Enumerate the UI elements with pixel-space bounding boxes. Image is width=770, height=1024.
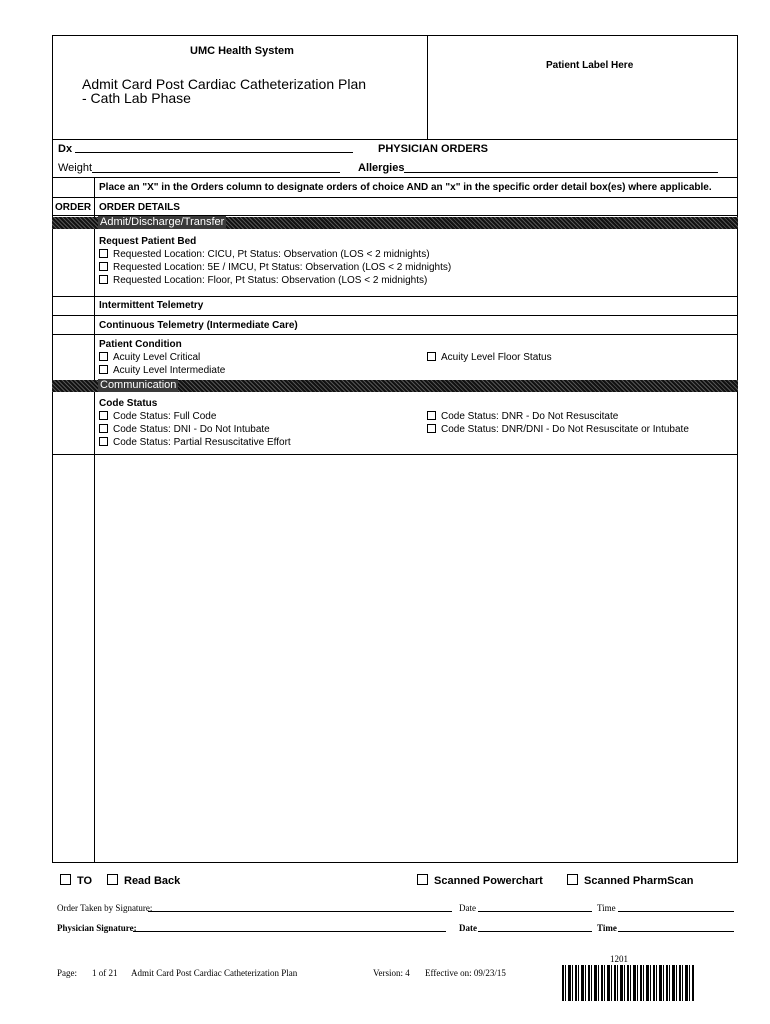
section-band-communication (52, 380, 738, 392)
form-title-line2: - Cath Lab Phase (82, 90, 191, 106)
to-option[interactable]: TO (60, 874, 92, 888)
order-time-label: Time (597, 903, 616, 913)
checkbox[interactable] (99, 437, 108, 446)
checkbox[interactable] (427, 411, 436, 420)
physician-signature-label: Physician Signature: (57, 923, 137, 933)
rule (52, 139, 738, 140)
checkbox[interactable] (427, 424, 436, 433)
physician-time-field[interactable] (618, 922, 734, 932)
physician-signature-field[interactable] (133, 922, 446, 932)
allergies-field[interactable] (404, 161, 718, 173)
dnr-option[interactable]: Code Status: DNR - Do Not Resuscitate (427, 410, 618, 423)
section-band-adt (52, 217, 738, 229)
footer-form-name: Admit Card Post Cardiac Catheterization Plan (131, 968, 298, 978)
version-text: Version: 4 (373, 968, 410, 978)
order-taken-label: Order Taken by Signature: (57, 903, 153, 913)
patient-condition-heading: Patient Condition (99, 339, 182, 350)
acuity-critical-option[interactable]: Acuity Level Critical (99, 351, 200, 364)
checkbox[interactable] (60, 874, 71, 885)
checkbox[interactable] (99, 352, 108, 361)
bed-option-5e-imcu[interactable]: Requested Location: 5E / IMCU, Pt Status: Observation (LOS < 2 midnights) (99, 261, 451, 274)
request-bed-heading: Request Patient Bed (99, 236, 197, 247)
org-name: UMC Health System (190, 45, 294, 57)
rule (52, 454, 738, 455)
physician-time-label: Time (597, 923, 617, 933)
checkbox[interactable] (99, 262, 108, 271)
rule (52, 177, 738, 178)
instruction-text: Place an "X" in the Orders column to designate orders of choice AND an "x" in the specific order detail box(es) where applicable. (99, 182, 712, 193)
code-status-heading: Code Status (99, 398, 158, 409)
order-date-field[interactable] (478, 902, 592, 912)
weight-label: Weight (58, 162, 93, 174)
weight-field[interactable] (92, 161, 340, 173)
effective-date: Effective on: 09/23/15 (425, 968, 506, 978)
checkbox[interactable] (99, 365, 108, 374)
checkbox[interactable] (567, 874, 578, 885)
order-column-divider (94, 177, 95, 863)
dnr-dni-option[interactable]: Code Status: DNR/DNI - Do Not Resuscitate or Intubate (427, 423, 689, 436)
dni-option[interactable]: Code Status: DNI - Do Not Intubate (99, 423, 270, 436)
patient-label-area[interactable]: Patient Label Here (546, 60, 634, 71)
physician-date-field[interactable] (478, 922, 592, 932)
full-code-option[interactable]: Code Status: Full Code (99, 410, 216, 423)
checkbox[interactable] (427, 352, 436, 361)
rule (52, 334, 738, 335)
scanned-powerchart-option[interactable]: Scanned Powerchart (417, 874, 543, 888)
section-title-communication: Communication (100, 379, 177, 391)
order-date-label: Date (459, 903, 476, 913)
read-back-option[interactable]: Read Back (107, 874, 180, 888)
dx-field[interactable] (75, 141, 353, 153)
order-time-field[interactable] (618, 902, 734, 912)
rule (52, 296, 738, 297)
checkbox[interactable] (99, 275, 108, 284)
order-details-header: ORDER DETAILS (99, 202, 180, 213)
header-divider (427, 35, 428, 139)
form-number: 1201 (610, 954, 628, 964)
physician-orders-heading: PHYSICIAN ORDERS (378, 143, 489, 155)
partial-resuscitative-option[interactable]: Code Status: Partial Resuscitative Effort (99, 436, 291, 449)
checkbox[interactable] (99, 411, 108, 420)
form-frame (52, 35, 738, 863)
page-label: Page: (57, 968, 77, 978)
scanned-pharmscan-option[interactable]: Scanned PharmScan (567, 874, 693, 888)
order-column-header: ORDER (55, 202, 92, 213)
acuity-intermediate-option[interactable]: Acuity Level Intermediate (99, 364, 225, 377)
barcode (562, 965, 694, 1001)
bed-option-floor[interactable]: Requested Location: Floor, Pt Status: Observation (LOS < 2 midnights) (99, 274, 427, 287)
acuity-floor-option[interactable]: Acuity Level Floor Status (427, 351, 552, 364)
rule (52, 315, 738, 316)
checkbox[interactable] (107, 874, 118, 885)
page-number: 1 of 21 (92, 968, 118, 978)
physician-date-label: Date (459, 923, 477, 933)
checkbox[interactable] (99, 424, 108, 433)
order-taken-signature-field[interactable] (148, 902, 452, 912)
rule (52, 197, 738, 198)
form-title-line1: Admit Card Post Cardiac Catheterization Plan (82, 76, 367, 92)
dx-label: Dx (58, 143, 73, 155)
checkbox[interactable] (417, 874, 428, 885)
continuous-telemetry: Continuous Telemetry (Intermediate Care) (99, 320, 298, 331)
intermittent-telemetry: Intermittent Telemetry (99, 300, 204, 311)
bed-option-cicu[interactable]: Requested Location: CICU, Pt Status: Observation (LOS < 2 midnights) (99, 248, 430, 261)
checkbox[interactable] (99, 249, 108, 258)
section-title-adt: Admit/Discharge/Transfer (100, 216, 225, 228)
allergies-label: Allergies (358, 162, 405, 174)
